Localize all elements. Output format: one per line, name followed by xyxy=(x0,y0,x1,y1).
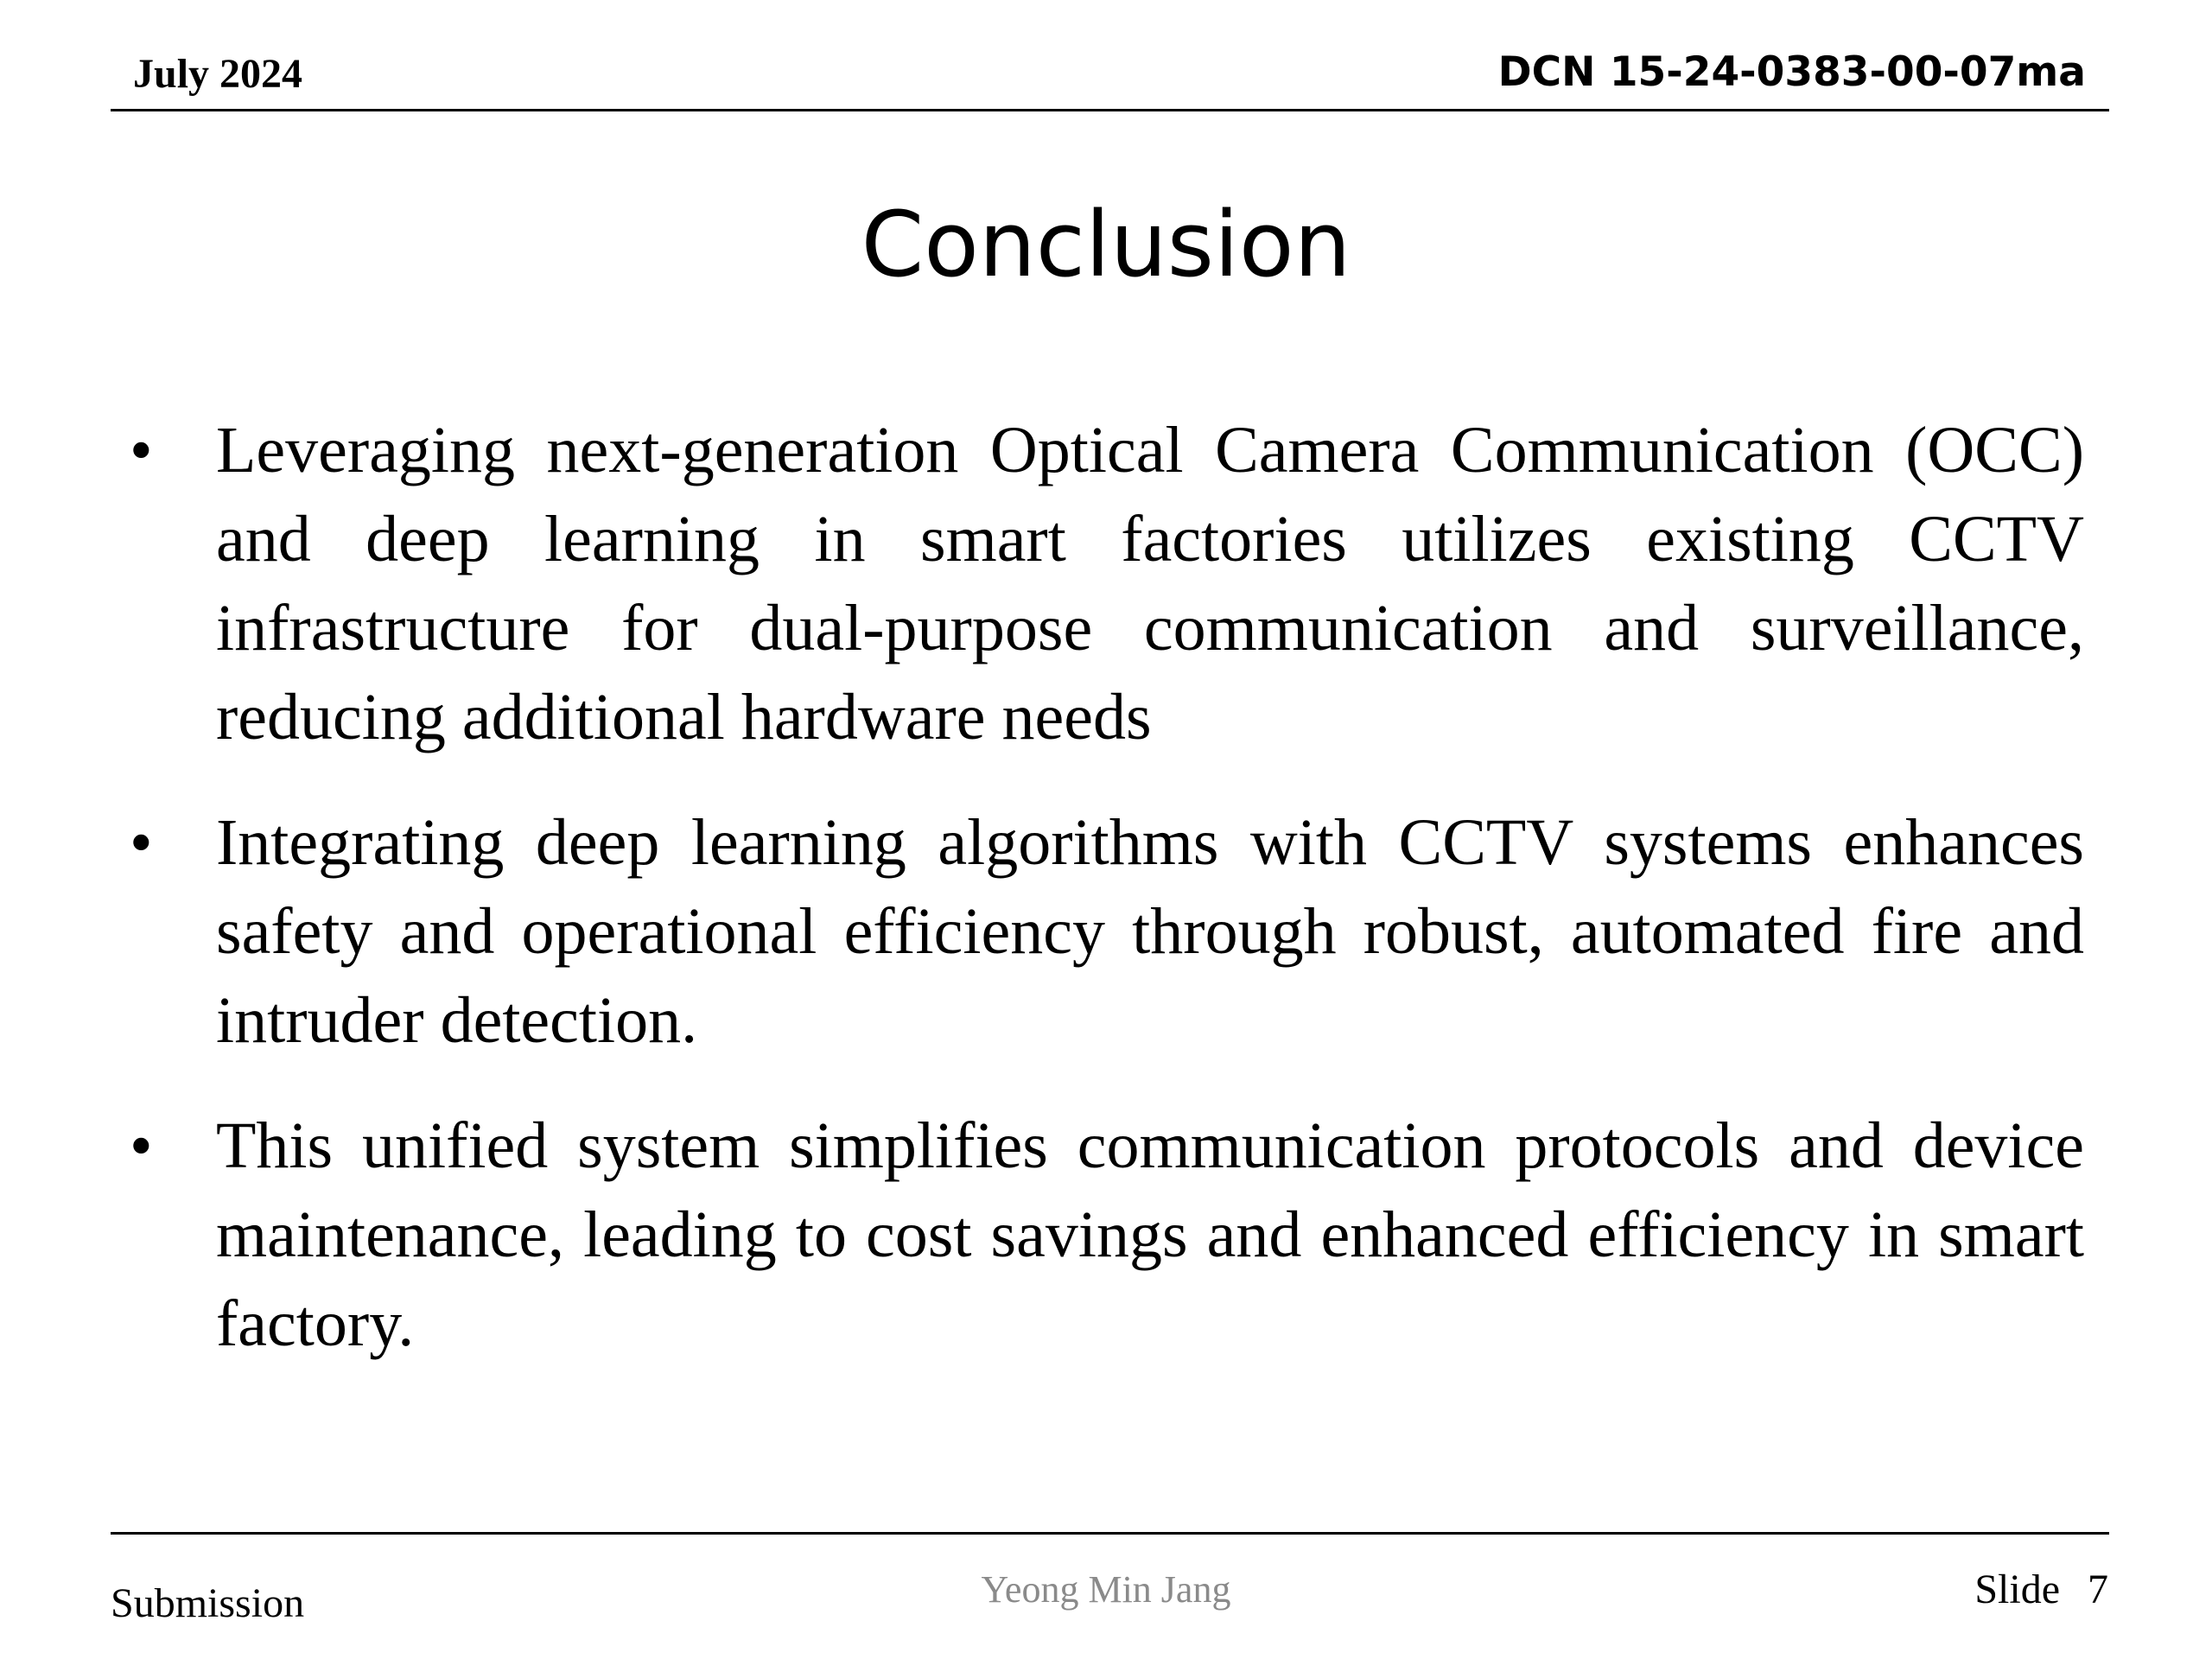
footer-author: Yeong Min Jang xyxy=(981,1568,1231,1611)
bullet-dot-icon: • xyxy=(130,1109,153,1182)
slide-label: Slide xyxy=(1974,1567,2060,1612)
bullet-list xyxy=(130,406,2084,1405)
slide-title: Conclusion xyxy=(861,192,1351,297)
header-date: July 2024 xyxy=(133,51,303,97)
bullet-item xyxy=(130,798,2084,1065)
bullet-item xyxy=(130,1102,2084,1369)
footer-divider xyxy=(111,1532,2109,1535)
document-number: DCN 15-24-0383-00-07ma xyxy=(1497,48,2086,96)
bullet-dot-icon: • xyxy=(130,414,153,486)
bullet-item xyxy=(130,406,2084,762)
bullet-text: This unified system simplifies communication protocols and device maintenance, leading to cost savings and enhanced efficiency in smart factory. xyxy=(216,1109,2084,1360)
bullet-text: Leveraging next-generation Optical Camera Communication (OCC) and deep learning in smart factories utilizes existing CCTV infrastructure for dual-purpose communication and surveillance, reducing additional hardware needs xyxy=(216,414,2084,753)
header-divider xyxy=(111,109,2109,111)
bullet-text: Integrating deep learning algorithms with CCTV systems enhances safety and operational efficiency through robust, automated fire and intruder detection. xyxy=(216,806,2084,1057)
slide-number xyxy=(1974,1564,2108,1616)
footer-submission: Submission xyxy=(111,1580,305,1626)
slide-number-value: 7 xyxy=(2088,1567,2108,1612)
bullet-dot-icon: • xyxy=(130,806,153,879)
